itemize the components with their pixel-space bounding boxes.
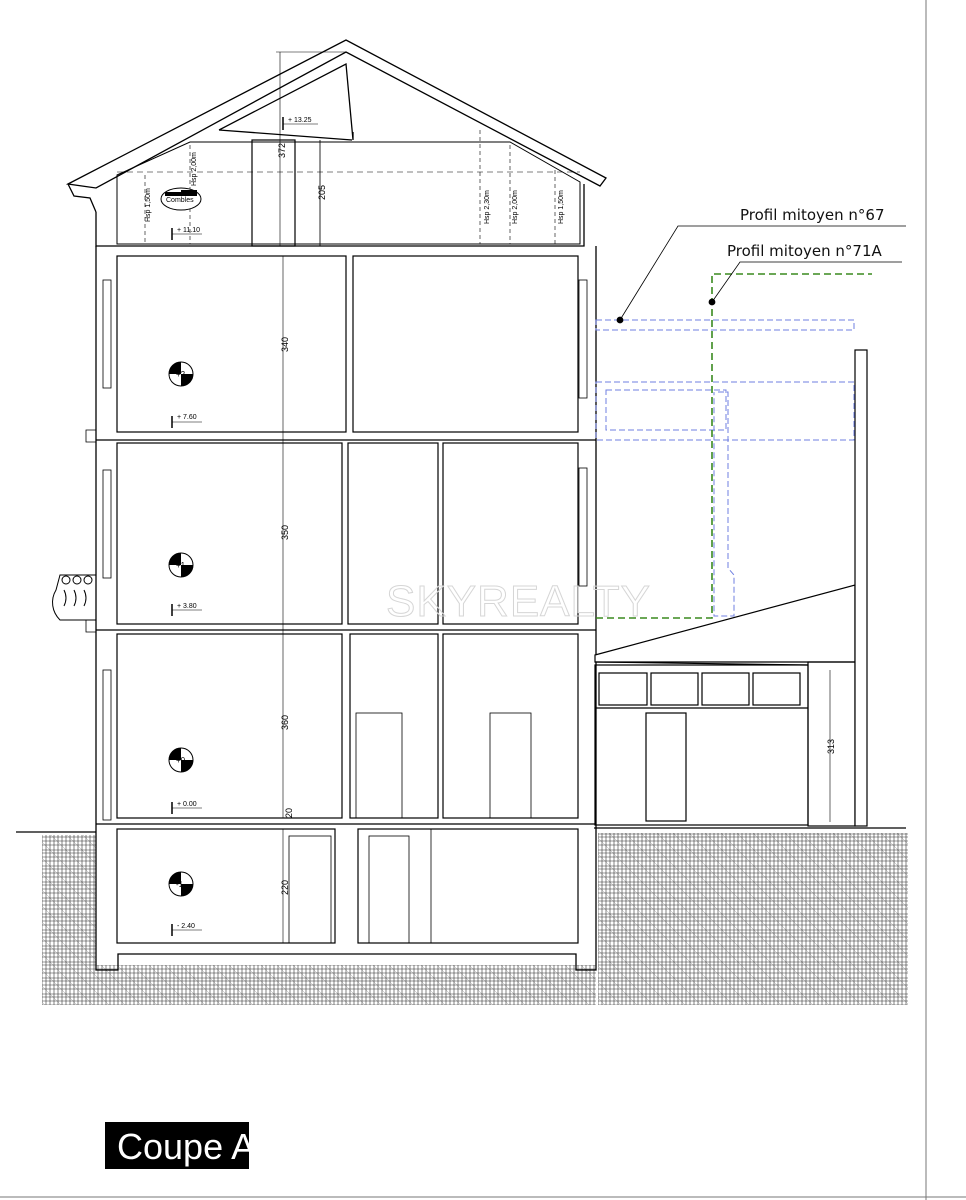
balcony xyxy=(53,575,96,620)
dimension-roof: 372 xyxy=(277,142,287,158)
attic-height-3: Hsp 2,30m xyxy=(484,190,491,224)
attic-height-5: Hsp 1,50m xyxy=(558,190,565,224)
dimension-floor0: 360 xyxy=(280,714,290,730)
roof-elevation-text: + 13.25 xyxy=(288,117,312,124)
level-1-label: +1 xyxy=(176,561,186,570)
watermark: SKYREALTY xyxy=(386,577,651,626)
level-minus-1-label: -1 xyxy=(176,880,184,889)
level-2-elevation: + 7.60 xyxy=(177,414,197,421)
level-combles-elevation: + 11.10 xyxy=(177,227,201,234)
dimension-annex: 313 xyxy=(826,738,836,754)
dimension-floor1: 350 xyxy=(280,524,290,540)
level-marker-combles xyxy=(161,188,202,240)
profile-71a-label: Profil mitoyen n°71A xyxy=(727,242,882,260)
attic-height-2: Hsp 2,00m xyxy=(191,152,198,186)
profile-67-label: Profil mitoyen n°67 xyxy=(740,206,885,224)
dimension-slab: 20 xyxy=(284,807,294,818)
level-2-label: +2 xyxy=(176,370,186,379)
dimension-attic: 205 xyxy=(317,184,327,200)
level-combles-label: Combles xyxy=(166,197,194,204)
level-minus-1-elevation: - 2.40 xyxy=(177,923,195,930)
attic-height-1: Hsp 1,50m xyxy=(145,188,152,222)
level-1-elevation: + 3.80 xyxy=(177,603,197,610)
attic-height-4: Hsp 2,00m xyxy=(512,190,519,224)
drawing-title: Coupe AA xyxy=(117,1126,280,1167)
profile-71a-outline xyxy=(596,274,872,618)
roof-elevation-marker xyxy=(283,117,318,130)
dimension-basement: 220 xyxy=(280,879,290,895)
profile-67-outline xyxy=(596,320,854,616)
level-0-elevation: + 0.00 xyxy=(177,801,197,808)
dimension-floor2: 340 xyxy=(280,336,290,352)
level-0-label: +0 xyxy=(176,756,186,765)
